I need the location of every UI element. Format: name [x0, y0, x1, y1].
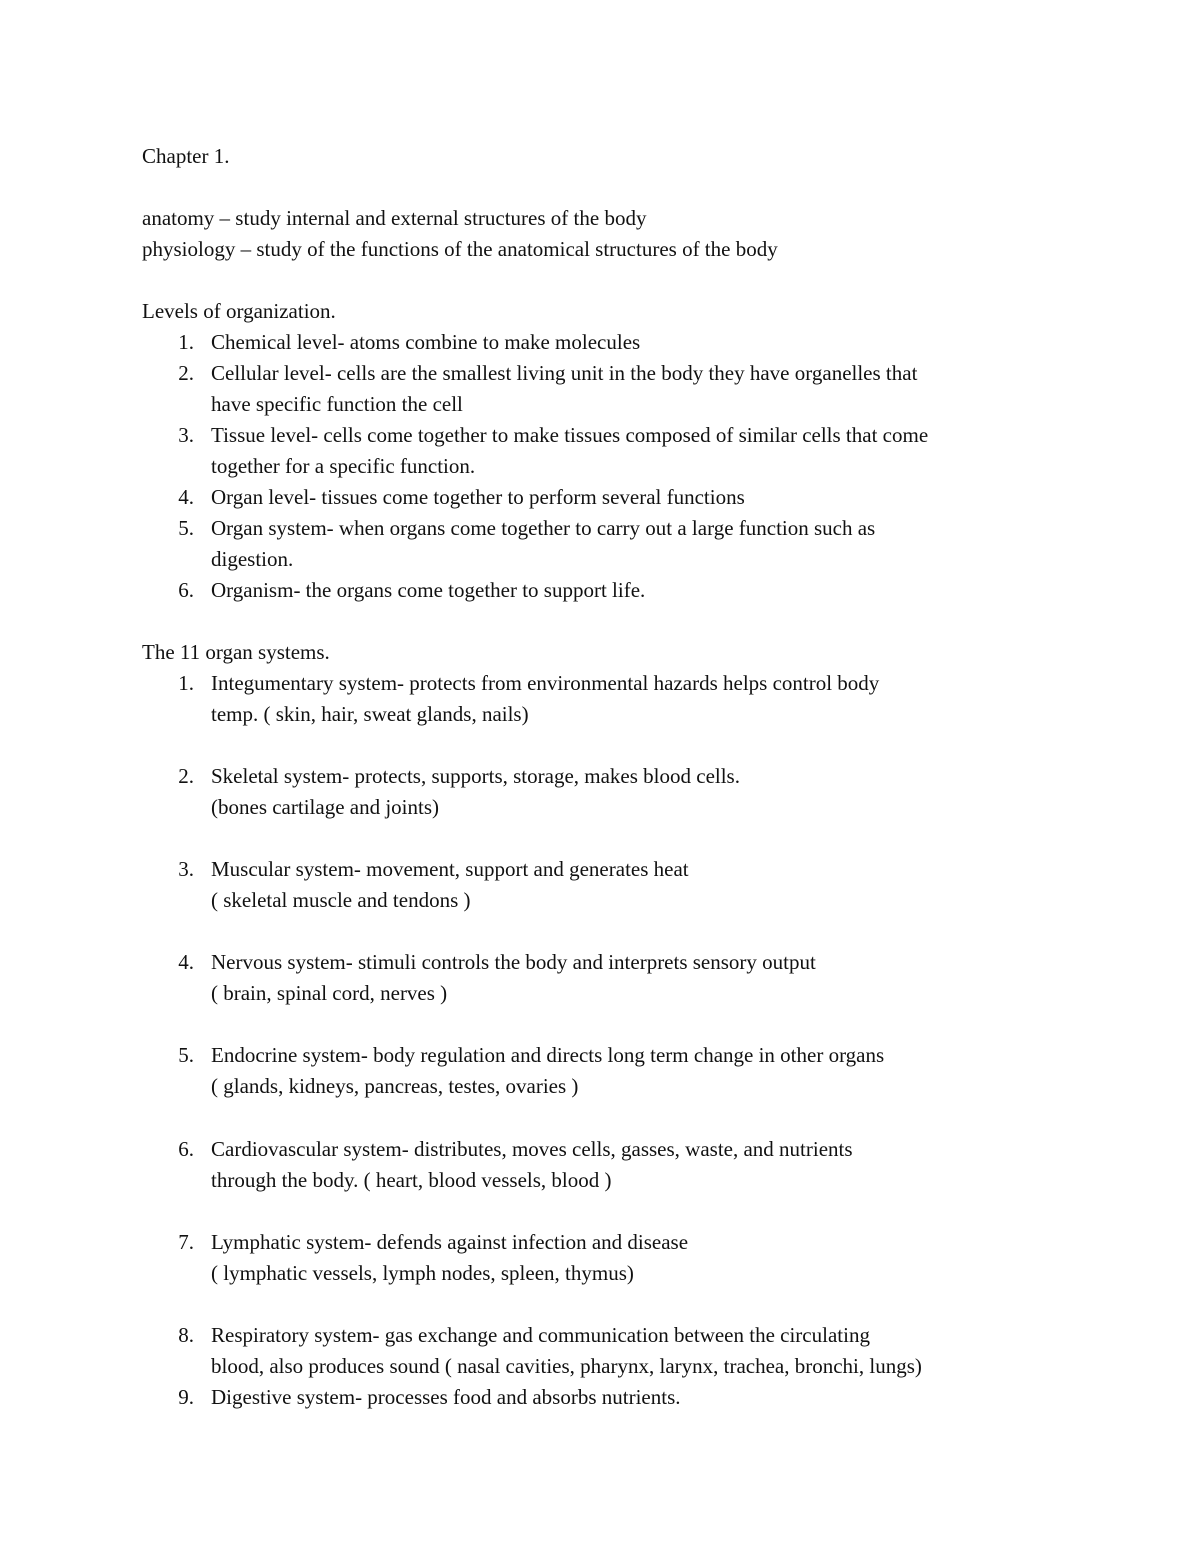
system-item-continuation: [0, 885, 1200, 916]
system-item-continuation: [0, 1258, 1200, 1289]
list-text: Respiratory system- gas exchange and communication between the circulating: [211, 1323, 870, 1347]
list-number: 1.: [178, 330, 194, 354]
level-item: [0, 482, 1200, 513]
levels-heading: Levels of organization.: [142, 299, 336, 323]
system-item-continuation: [0, 1071, 1200, 1102]
list-text: ( glands, kidneys, pancreas, testes, ovaries ): [211, 1074, 579, 1098]
system-item: [0, 1227, 1200, 1258]
list-text: have specific function the cell: [211, 392, 463, 416]
list-text: Cellular level- cells are the smallest living unit in the body they have organelles that: [211, 361, 918, 385]
system-item: [0, 1382, 1200, 1413]
definition-physiology: physiology – study of the functions of the anatomical structures of the body: [142, 237, 778, 261]
list-text: Tissue level- cells come together to make tissues composed of similar cells that come: [211, 423, 929, 447]
system-item: [0, 854, 1200, 885]
list-text: Integumentary system- protects from environmental hazards helps control body: [211, 671, 880, 695]
list-text: Endocrine system- body regulation and directs long term change in other organs: [211, 1043, 885, 1067]
list-number: 4.: [178, 485, 194, 509]
list-number: 6.: [178, 1137, 194, 1161]
list-text: Organ system- when organs come together to carry out a large function such as: [211, 516, 876, 540]
list-text: ( brain, spinal cord, nerves ): [211, 981, 448, 1005]
system-item: [0, 668, 1200, 699]
list-number: 2.: [178, 361, 194, 385]
definition-anatomy: anatomy – study internal and external structures of the body: [142, 206, 647, 230]
list-text: through the body. ( heart, blood vessels, blood ): [211, 1168, 612, 1192]
list-number: 4.: [178, 950, 194, 974]
list-number: 8.: [178, 1323, 194, 1347]
level-item: [0, 327, 1200, 358]
system-item-continuation: [0, 1165, 1200, 1196]
level-item-continuation: [0, 544, 1200, 575]
system-item-continuation: [0, 792, 1200, 823]
system-item-continuation: [0, 978, 1200, 1009]
system-item-continuation: [0, 699, 1200, 730]
list-text: Nervous system- stimuli controls the body and interprets sensory output: [211, 950, 816, 974]
list-number: 5.: [178, 516, 194, 540]
system-item: [0, 947, 1200, 978]
systems-heading: The 11 organ systems.: [142, 640, 330, 664]
system-item: [0, 761, 1200, 792]
level-item-continuation: [0, 451, 1200, 482]
list-text: Organism- the organs come together to support life.: [211, 578, 646, 602]
level-item: [0, 575, 1200, 606]
list-text: temp. ( skin, hair, sweat glands, nails): [211, 702, 529, 726]
list-text: digestion.: [211, 547, 294, 571]
list-text: Muscular system- movement, support and generates heat: [211, 857, 689, 881]
level-item: [0, 513, 1200, 544]
list-text: Lymphatic system- defends against infection and disease: [211, 1230, 689, 1254]
level-item: [0, 420, 1200, 451]
system-item-continuation: [0, 1351, 1200, 1382]
list-number: 3.: [178, 423, 194, 447]
chapter-title: Chapter 1.: [142, 144, 230, 168]
list-number: 6.: [178, 578, 194, 602]
list-text: together for a specific function.: [211, 454, 476, 478]
list-text: ( skeletal muscle and tendons ): [211, 888, 471, 912]
level-item-continuation: [0, 389, 1200, 420]
list-text: (bones cartilage and joints): [211, 795, 440, 819]
list-text: Organ level- tissues come together to perform several functions: [211, 485, 745, 509]
list-number: 5.: [178, 1043, 194, 1067]
list-text: Skeletal system- protects, supports, storage, makes blood cells.: [211, 764, 740, 788]
system-item: [0, 1040, 1200, 1071]
list-text: Chemical level- atoms combine to make molecules: [211, 330, 641, 354]
list-number: 1.: [178, 671, 194, 695]
list-text: Cardiovascular system- distributes, moves cells, gasses, waste, and nutrients: [211, 1137, 853, 1161]
system-item: [0, 1320, 1200, 1351]
list-text: ( lymphatic vessels, lymph nodes, spleen, thymus): [211, 1261, 634, 1285]
list-number: 3.: [178, 857, 194, 881]
level-item: [0, 358, 1200, 389]
list-number: 9.: [178, 1385, 194, 1409]
list-text: blood, also produces sound ( nasal cavities, pharynx, larynx, trachea, bronchi, lungs): [211, 1354, 922, 1378]
system-item: [0, 1134, 1200, 1165]
list-number: 7.: [178, 1230, 194, 1254]
list-number: 2.: [178, 764, 194, 788]
list-text: Digestive system- processes food and absorbs nutrients.: [211, 1385, 681, 1409]
